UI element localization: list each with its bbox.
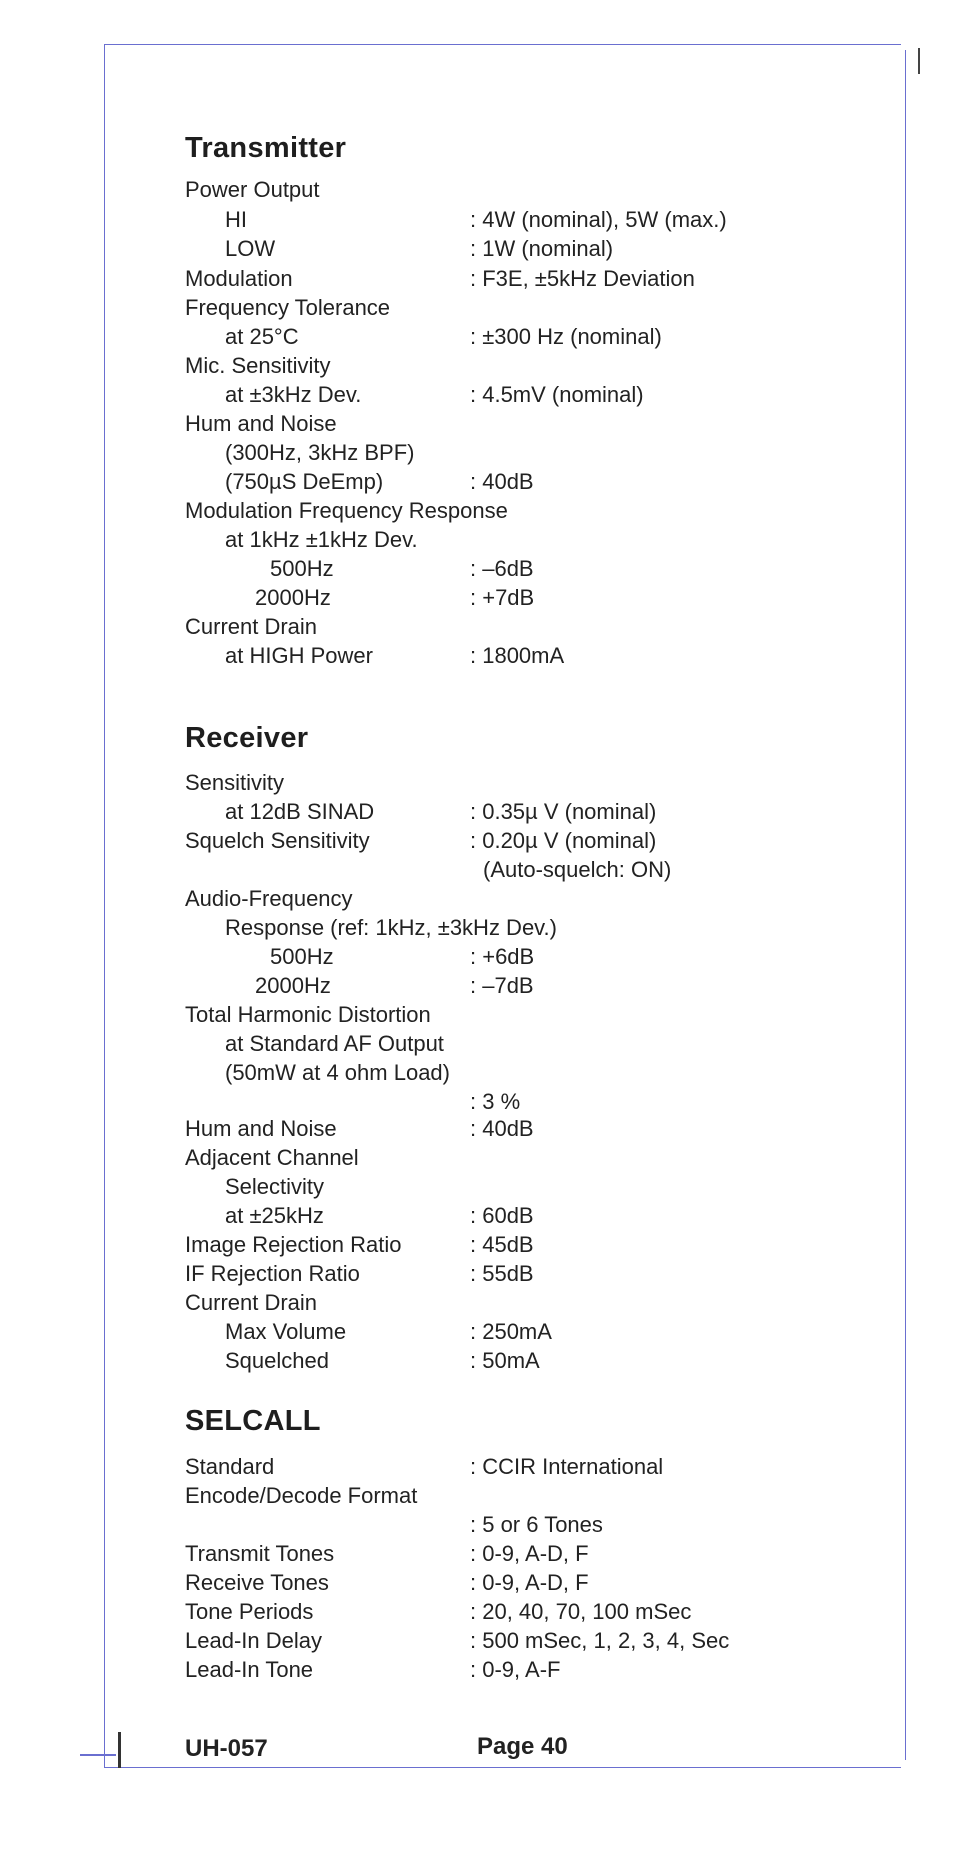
transmitter-heading: Transmitter [185,132,347,164]
spec-label: Hum and Noise [185,1116,337,1141]
spec-label: Squelch Sensitivity [185,828,370,853]
spec-value: : 45dB [470,1232,534,1257]
spec-label: (750µS DeEmp) [225,469,384,494]
spec-value: (Auto-squelch: ON) [483,857,672,882]
spec-row [185,380,865,410]
spec-value: : –6dB [470,556,534,581]
spec-label: LOW [225,236,276,261]
spec-value: : 250mA [470,1319,552,1344]
spec-label: 2000Hz [255,973,331,998]
page-number: Page 40 [477,1733,568,1760]
crop-mark-bottom [118,1732,121,1768]
spec-label: Receive Tones [185,1570,329,1595]
spec-value: : 500 mSec, 1, 2, 3, 4, Sec [470,1628,730,1653]
spec-row [185,1597,865,1627]
spec-row [185,322,865,352]
spec-row [185,1172,865,1202]
spec-label: at 25°C [225,324,299,349]
spec-row [185,1655,865,1685]
spec-row [185,1481,865,1511]
spec-row [185,583,865,613]
spec-row [185,234,865,264]
document-id: UH-057 [185,1735,268,1762]
spec-row [185,1288,865,1318]
spec-value: : 0-9, A-F [470,1657,561,1682]
spec-label: 500Hz [270,556,334,581]
spec-label: Current Drain [185,1290,318,1315]
spec-row [185,826,865,856]
spec-label: Modulation [185,266,293,291]
spec-value: : ±300 Hz (nominal) [470,324,662,349]
receiver-heading: Receiver [185,722,309,754]
spec-label: Modulation Frequency Response [185,498,508,523]
spec-label: Adjacent Channel [185,1145,359,1170]
spec-value: : 0-9, A-D, F [470,1541,589,1566]
spec-label: Total Harmonic Distortion [185,1002,431,1027]
spec-label: at Standard AF Output [225,1031,444,1056]
spec-row [185,175,865,205]
spec-row [185,409,865,439]
spec-value: : 1W (nominal) [470,236,614,261]
spec-label: HI [225,207,247,232]
spec-row [185,1029,865,1059]
crop-mark-left [80,1754,116,1756]
spec-row [185,1230,865,1260]
spec-row [185,1000,865,1030]
spec-label: Standard [185,1454,275,1479]
spec-label: Lead-In Delay [185,1628,322,1653]
spec-label: Response (ref: 1kHz, ±3kHz Dev.) [225,915,557,940]
spec-value: : 0-9, A-D, F [470,1570,589,1595]
spec-value: : 20, 40, 70, 100 mSec [470,1599,692,1624]
spec-row [185,554,865,584]
spec-value: : 50mA [470,1348,540,1373]
spec-row [185,293,865,323]
spec-value: : +6dB [470,944,535,969]
spec-row [185,1114,865,1144]
page-border-right [905,50,906,1760]
spec-label: (300Hz, 3kHz BPF) [225,440,415,465]
spec-label: at ±3kHz Dev. [225,382,362,407]
spec-label: at 1kHz ±1kHz Dev. [225,527,418,552]
spec-row [185,264,865,294]
spec-row [185,351,865,381]
spec-row [185,438,865,468]
spec-value: : 4.5mV (nominal) [470,382,644,407]
spec-row [185,525,865,555]
spec-label: Squelched [225,1348,329,1373]
spec-row [185,1058,865,1088]
spec-value: : 4W (nominal), 5W (max.) [470,207,727,232]
spec-row [185,797,865,827]
spec-value: : 40dB [470,469,534,494]
spec-value: : 1800mA [470,643,565,668]
spec-row [185,205,865,235]
spec-row [185,1510,865,1540]
spec-row [185,1539,865,1569]
crop-mark [918,48,920,74]
spec-value: : CCIR International [470,1454,664,1479]
spec-label: at ±25kHz [225,1203,324,1228]
spec-label: Sensitivity [185,770,285,795]
spec-value: : 40dB [470,1116,534,1141]
spec-row [185,1568,865,1598]
spec-label: Max Volume [225,1319,347,1344]
spec-value: : 0.20µ V (nominal) [470,828,657,853]
spec-value: : +7dB [470,585,535,610]
spec-label: Hum and Noise [185,411,337,436]
spec-row [185,884,865,914]
spec-label: Transmit Tones [185,1541,335,1566]
spec-row [185,971,865,1001]
spec-value: : –7dB [470,973,534,998]
spec-label: IF Rejection Ratio [185,1261,360,1286]
spec-row [185,1346,865,1376]
spec-value: : 60dB [470,1203,534,1228]
spec-row [185,1317,865,1347]
spec-label: 500Hz [270,944,334,969]
selcall-heading: SELCALL [185,1405,321,1437]
spec-label: at HIGH Power [225,643,373,668]
spec-row [185,641,865,671]
spec-label: Frequency Tolerance [185,295,391,320]
spec-label: Image Rejection Ratio [185,1232,402,1257]
spec-row [185,1143,865,1173]
spec-value: : F3E, ±5kHz Deviation [470,266,695,291]
spec-label: Power Output [185,177,320,202]
spec-label: Lead-In Tone [185,1657,314,1682]
spec-row [185,768,865,798]
spec-label: at 12dB SINAD [225,799,375,824]
spec-row [185,855,865,885]
spec-row [185,942,865,972]
spec-row [185,1087,865,1117]
spec-value: : 55dB [470,1261,534,1286]
spec-label: (50mW at 4 ohm Load) [225,1060,450,1085]
spec-value: : 0.35µ V (nominal) [470,799,657,824]
spec-label: 2000Hz [255,585,331,610]
spec-value: : 5 or 6 Tones [470,1512,603,1537]
spec-row [185,913,865,943]
spec-value: : 3 % [470,1089,521,1114]
spec-label: Encode/Decode Format [185,1483,418,1508]
spec-row [185,1452,865,1482]
spec-row [185,612,865,642]
spec-label: Selectivity [225,1174,325,1199]
spec-row [185,496,865,526]
spec-row [185,1201,865,1231]
spec-row [185,1626,865,1656]
spec-label: Current Drain [185,614,318,639]
spec-label: Tone Periods [185,1599,314,1624]
spec-row [185,1259,865,1289]
spec-label: Audio-Frequency [185,886,353,911]
spec-label: Mic. Sensitivity [185,353,331,378]
spec-row [185,467,865,497]
